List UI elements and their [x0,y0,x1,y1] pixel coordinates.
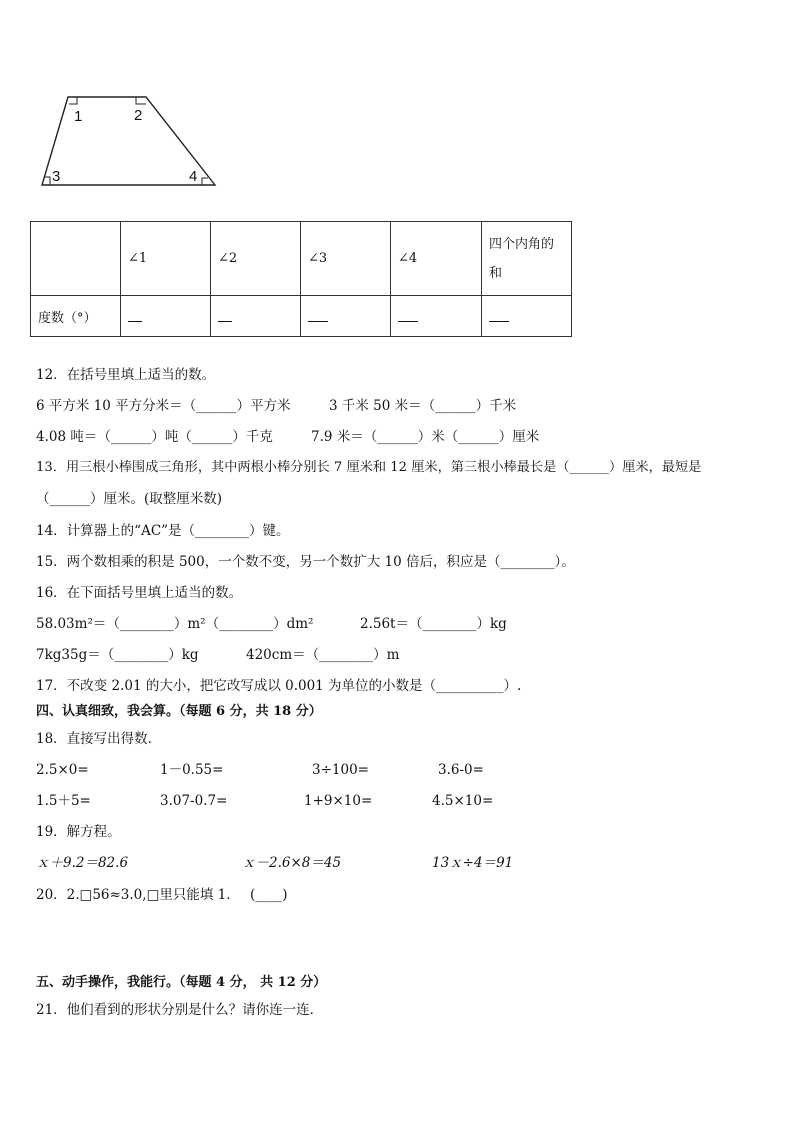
table-row-label: 度数（°） [31,296,121,337]
table-header-empty [31,222,121,296]
q12-line2-a: 4.08 吨＝（______）吨（______）千克 [36,429,273,445]
section4-heading: 四、认真细致，我会算。（每题 6 分，共 18 分） [36,704,322,719]
angles-table [30,221,572,337]
section5-heading: 五、动手操作，我能行。（每题 4 分， 共 12 分） [36,975,327,990]
q18-item: 1+9×10= [304,793,373,809]
angle-label-4: 4 [189,168,198,185]
q17-text: 17．不改变 2.01 的大小，把它改写成以 0.001 为单位的小数是（__________）. [36,678,522,694]
q18-item: 4.5×10= [432,793,494,809]
q18-item: 3.07-0.7= [160,793,228,809]
table-cell-blank[interactable] [391,296,482,337]
q20-text: 20．2.□56≈3.0,□里只能填 1． [36,887,240,903]
q19-equation: ｘ＋9.2＝82.6 [36,855,129,871]
q16-line1-b: 2.56t＝（________）kg [360,616,507,632]
table-header-sum-line2: 和 [489,265,503,281]
q19-equation: 13ｘ÷4＝91 [432,855,514,871]
table-cell-blank[interactable] [301,296,391,337]
q14-text: 14．计算器上的“AC”是（________）键。 [36,523,290,539]
q13-line2: （______）厘米。(取整厘米数) [36,491,223,507]
table-header-sum-line1: 四个内角的 [489,236,555,252]
q12-title: 12．在括号里填上适当的数。 [36,367,216,383]
table-header-sum [482,222,572,296]
angle-label-2: 2 [134,107,143,124]
q18-item: 3.6-0= [438,762,484,778]
q16-line2-a: 7kg35g＝（________）kg [36,647,199,663]
q13-line1: 13．用三根小棒围成三角形，其中两根小棒分别长 7 厘米和 12 厘米，第三根小棒最长是（______）厘米，最短是 [36,460,702,475]
table-header-angle3: ∠3 [301,222,391,296]
q12-line1-a: 6 平方米 10 平方分米＝（______）平方米 [36,398,291,414]
q16-line2-b: 420cm＝（________）m [246,647,400,663]
q12-line1-b: 3 千米 50 米＝（______）千米 [329,398,517,414]
table-header-angle2: ∠2 [211,222,301,296]
q16-line1-a: 58.03m²＝（________）m²（________）dm² [36,616,314,632]
table-row [31,296,572,337]
table-header-row [31,222,572,296]
trapezoid-diagram [36,92,226,192]
q12-line2-b: 7.9 米＝（______）米（______）厘米 [311,429,540,445]
q20-answer-blank[interactable]: (____) [250,887,288,903]
q18-title: 18．直接写出得数． [36,731,162,747]
trapezoid-figure [36,92,226,192]
table-header-angle4: ∠4 [391,222,482,296]
table-cell-blank[interactable] [211,296,301,337]
q21-text: 21．他们看到的形状分别是什么？请你连一连． [36,1002,324,1018]
table-cell-blank[interactable] [121,296,211,337]
q18-item: 2.5×0= [36,762,89,778]
angle-label-1: 1 [74,108,83,125]
q15-text: 15．两个数相乘的积是 500，一个数不变，另一个数扩大 10 倍后，积应是（________）。 [36,554,575,570]
q19-title: 19．解方程。 [36,824,121,840]
angle-label-3: 3 [52,168,61,185]
q19-equation: ｘ－2.6×8＝45 [242,855,342,871]
q18-item: 1－0.55= [160,762,224,778]
q18-item: 3÷100= [312,762,369,778]
q16-title: 16．在下面括号里填上适当的数。 [36,585,243,601]
q18-item: 1.5＋5= [36,793,91,809]
table-cell-blank[interactable] [482,296,572,337]
table-header-angle1: ∠1 [121,222,211,296]
